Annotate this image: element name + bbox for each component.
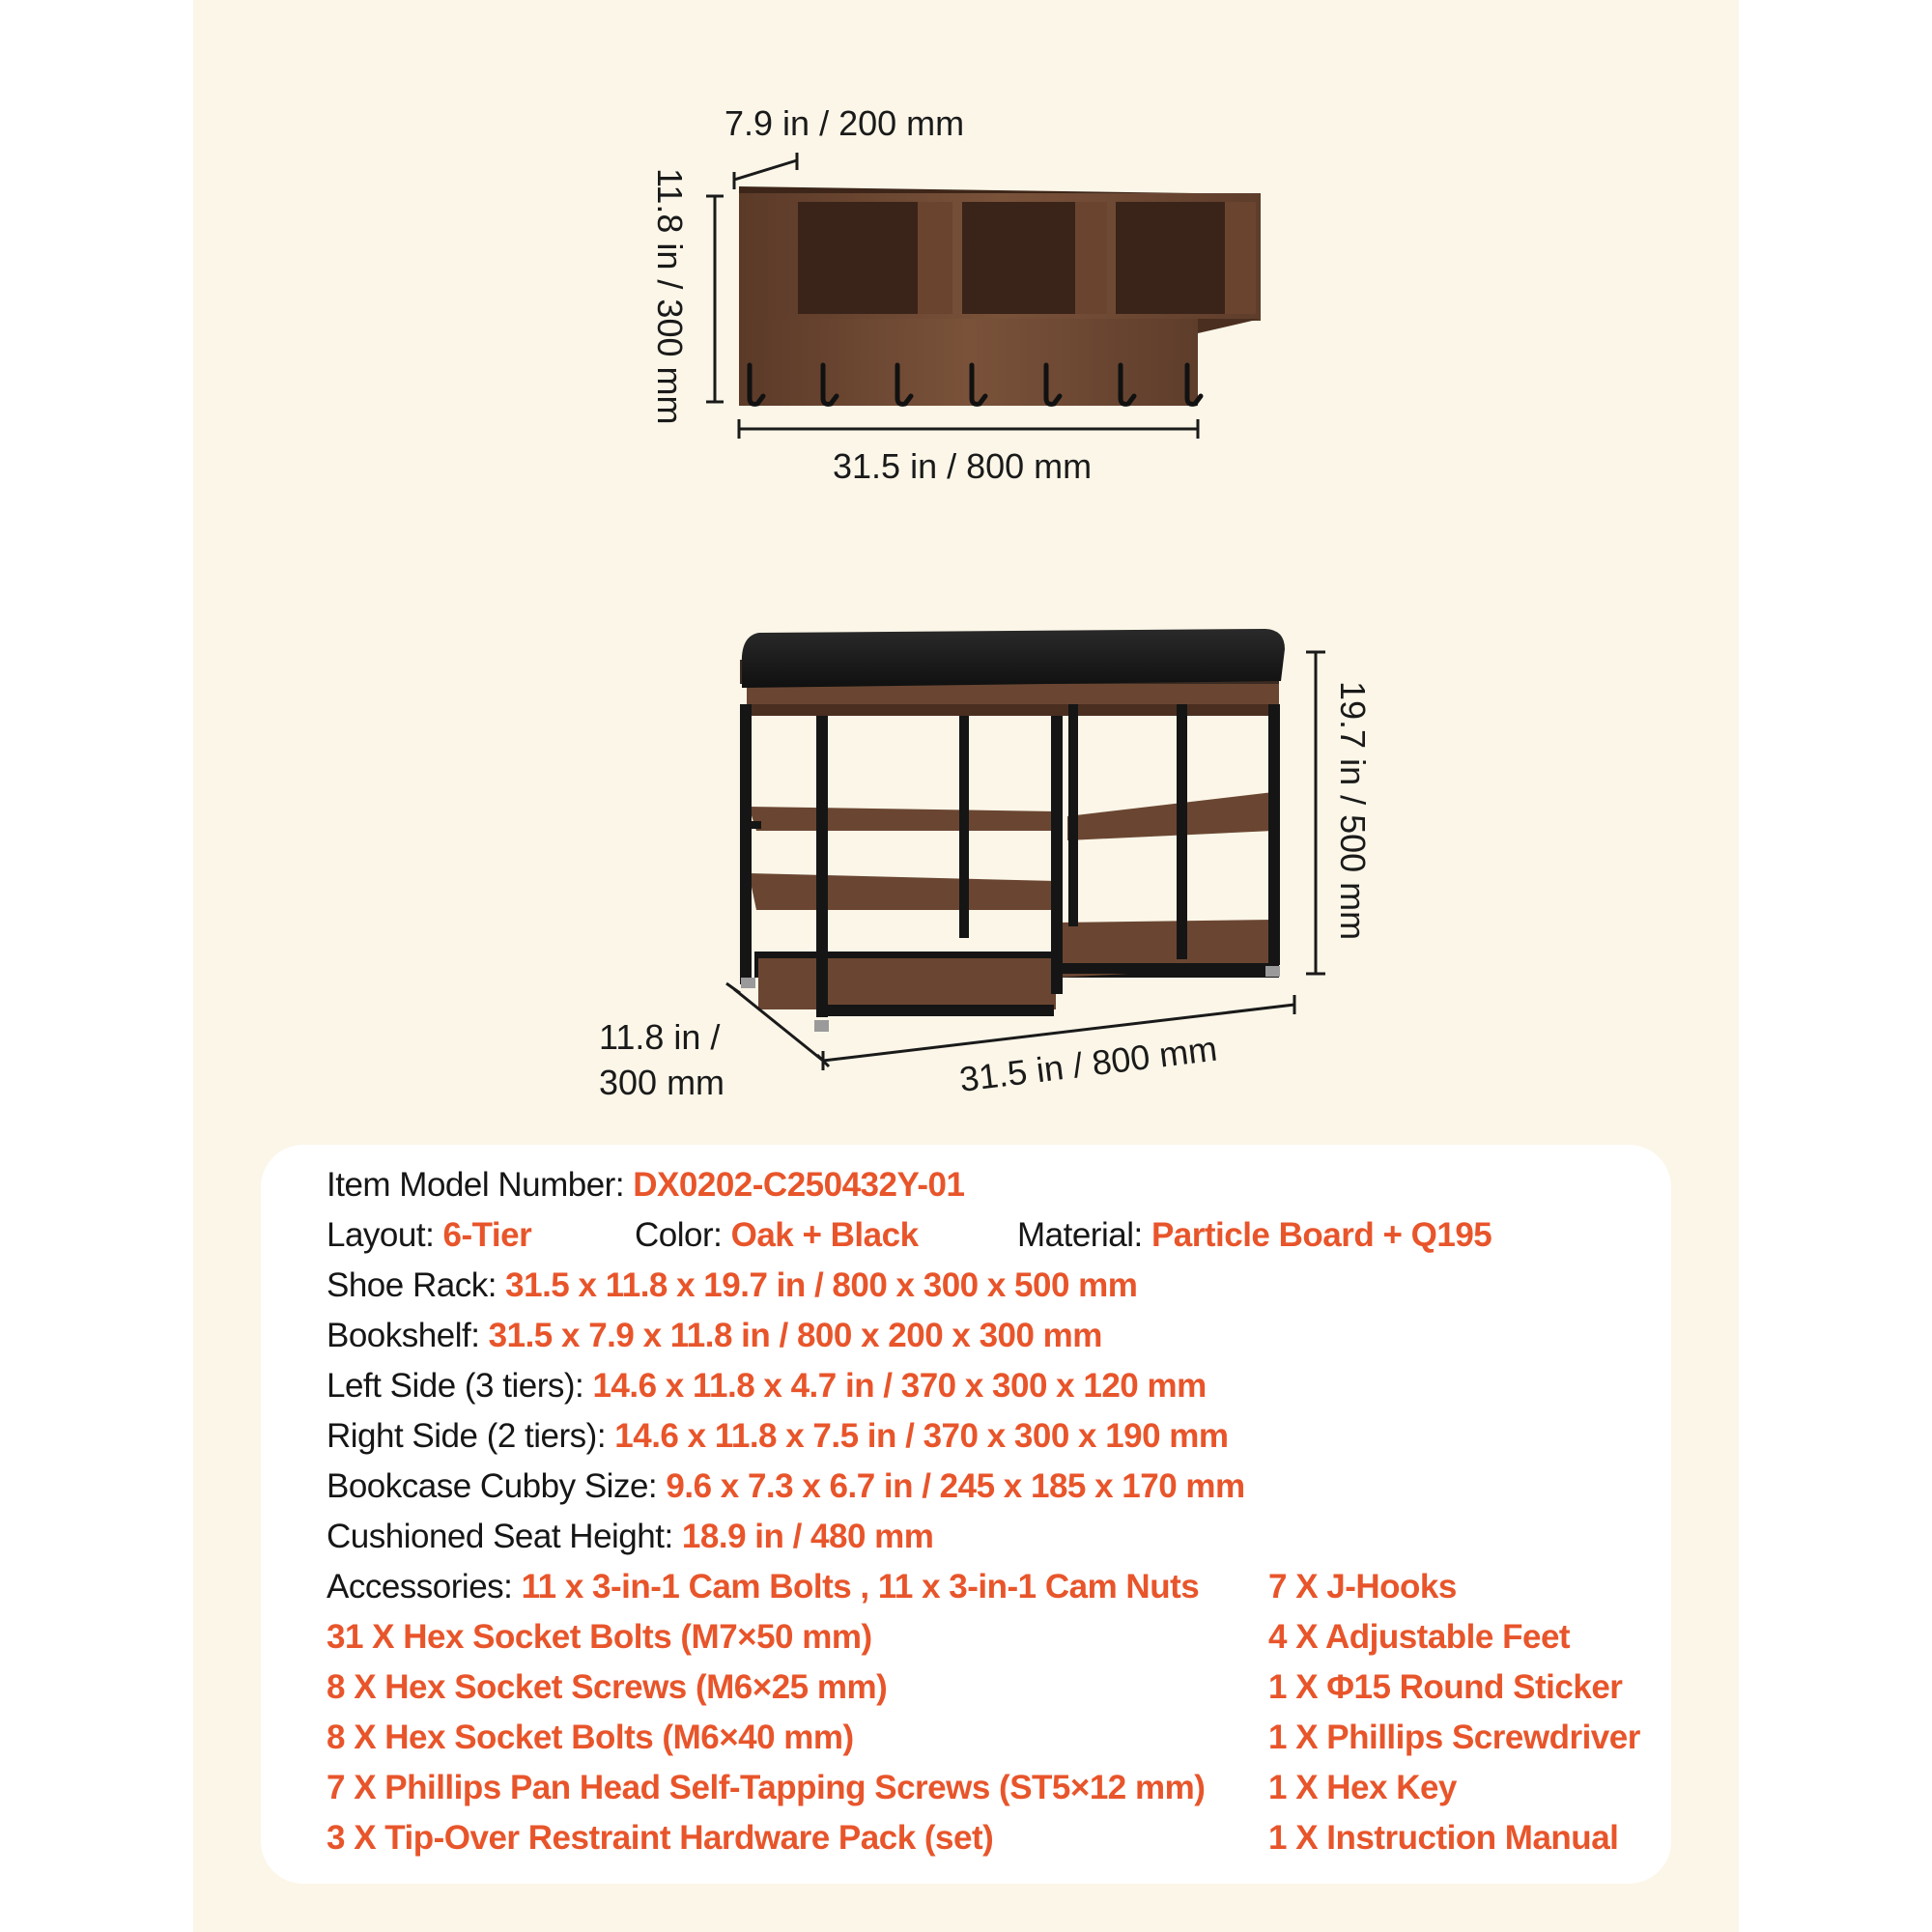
spec-bookshelf (327, 1315, 1102, 1357)
spec-label: Right Side (2 tiers): (327, 1417, 615, 1455)
spec-value: Particle Board + Q195 (1151, 1216, 1492, 1254)
spec-label: Item Model Number: (327, 1166, 634, 1204)
accessory-item: 8 X Hex Socket Screws (M6×25 mm) (327, 1668, 888, 1706)
accessory-item: 3 X Tip-Over Restraint Hardware Pack (set) (327, 1819, 994, 1857)
spec-shoe-rack (327, 1264, 1137, 1307)
spec-value: 9.6 x 7.3 x 6.7 in / 245 x 185 x 170 mm (666, 1467, 1245, 1505)
spec-value: DX0202-C250432Y-01 (633, 1166, 965, 1204)
spec-accessories (327, 1566, 1199, 1608)
spec-label: Material: (1017, 1216, 1151, 1254)
spec-value: 11 x 3-in-1 Cam Bolts , 11 x 3-in-1 Cam Nuts (521, 1568, 1200, 1605)
spec-value: 18.9 in / 480 mm (681, 1518, 934, 1555)
spec-seat-height (327, 1516, 933, 1558)
spec-label: Accessories: (327, 1568, 522, 1605)
accessory-item: 1 X Instruction Manual (1268, 1819, 1619, 1857)
spec-label: Bookcase Cubby Size: (327, 1467, 667, 1505)
accessory-item: 1 X Hex Key (1268, 1769, 1457, 1806)
spec-layout (327, 1214, 531, 1257)
spec-label: Left Side (3 tiers): (327, 1367, 593, 1405)
bench-depth-label-line1: 11.8 in / (599, 1017, 721, 1057)
spec-value: 31.5 x 11.8 x 19.7 in / 800 x 300 x 500 mm (505, 1266, 1138, 1304)
spec-label: Color: (635, 1216, 731, 1254)
spec-value: Oak + Black (730, 1216, 919, 1254)
accessory-item: 1 X Φ15 Round Sticker (1268, 1668, 1623, 1706)
spec-value: 14.6 x 11.8 x 4.7 in / 370 x 300 x 120 mm (592, 1367, 1207, 1405)
accessory-item: 4 X Adjustable Feet (1268, 1618, 1571, 1656)
bench-width-label: 31.5 in / 800 mm (956, 1028, 1220, 1099)
spec-model (327, 1164, 965, 1207)
shoe-bench-illustration (599, 629, 1373, 1102)
bench-height-label: 19.7 in / 500 mm (1333, 681, 1373, 941)
spec-value: 14.6 x 11.8 x 7.5 in / 370 x 300 x 190 mm (614, 1417, 1229, 1455)
spec-label: Shoe Rack: (327, 1266, 506, 1304)
spec-left-side (327, 1365, 1207, 1407)
spec-right-side (327, 1415, 1229, 1458)
spec-label: Cushioned Seat Height: (327, 1518, 682, 1555)
accessory-item: 31 X Hex Socket Bolts (M7×50 mm) (327, 1618, 872, 1656)
spec-label: Layout: (327, 1216, 443, 1254)
spec-label: Bookshelf: (327, 1317, 489, 1354)
bookshelf-illustration (650, 103, 1261, 486)
bench-depth-label-line2: 300 mm (599, 1063, 725, 1102)
bookshelf-depth-label: 7.9 in / 200 mm (724, 103, 965, 143)
accessory-item: 8 X Hex Socket Bolts (M6×40 mm) (327, 1719, 854, 1756)
spec-value: 6-Tier (442, 1216, 532, 1254)
accessory-item: 7 X J-Hooks (1268, 1568, 1457, 1605)
spec-material (1017, 1214, 1492, 1257)
accessory-item: 1 X Phillips Screwdriver (1268, 1719, 1640, 1756)
spec-cubby-size (327, 1465, 1245, 1508)
accessory-item: 7 X Phillips Pan Head Self-Tapping Screws (ST5×12 mm) (327, 1769, 1206, 1806)
bookshelf-width-label: 31.5 in / 800 mm (833, 446, 1093, 486)
spec-value: 31.5 x 7.9 x 11.8 in / 800 x 200 x 300 mm (488, 1317, 1102, 1354)
bookshelf-height-label: 11.8 in / 300 mm (650, 168, 690, 425)
spec-color (635, 1214, 919, 1257)
